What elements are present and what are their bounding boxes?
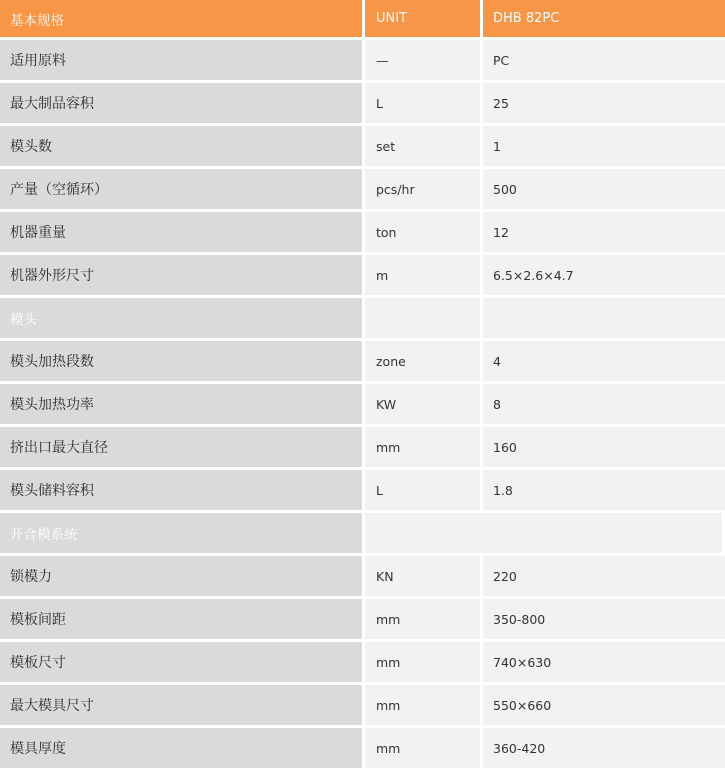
spec-unit: zone: [365, 341, 483, 384]
table-row: [0, 642, 725, 685]
section-title: 开合模系统: [0, 513, 365, 556]
table-row: [0, 255, 725, 298]
table-row: [0, 728, 725, 771]
table-row: [0, 384, 725, 427]
table-row: [0, 685, 725, 728]
table-row: [0, 599, 725, 642]
spec-value: PC: [483, 40, 725, 83]
table-row: [0, 126, 725, 169]
spec-unit: pcs/hr: [365, 169, 483, 212]
spec-name: 适用原料: [0, 40, 365, 83]
spec-unit: L: [365, 470, 483, 513]
spec-unit: mm: [365, 427, 483, 470]
spec-value: 6.5×2.6×4.7: [483, 255, 725, 298]
spec-value: 360-420: [483, 728, 725, 771]
section-row-clamping: [0, 513, 725, 556]
spec-name: 产量（空循环）: [0, 169, 365, 212]
spec-unit: KN: [365, 556, 483, 599]
spec-unit: [365, 513, 725, 556]
spec-unit: L: [365, 83, 483, 126]
spec-value: 160: [483, 427, 725, 470]
spec-name: 模头加热段数: [0, 341, 365, 384]
spec-name: 模头储料容积: [0, 470, 365, 513]
spec-value: 25: [483, 83, 725, 126]
spec-value: 1.8: [483, 470, 725, 513]
spec-value: [483, 298, 725, 341]
spec-name: 模头数: [0, 126, 365, 169]
table-row: [0, 556, 725, 599]
spec-unit: ton: [365, 212, 483, 255]
spec-name: 机器重量: [0, 212, 365, 255]
table-row: [0, 40, 725, 83]
spec-value: 4: [483, 341, 725, 384]
spec-name: 最大制品容积: [0, 83, 365, 126]
spec-unit: mm: [365, 599, 483, 642]
spec-name: 机器外形尺寸: [0, 255, 365, 298]
table-header: [0, 0, 725, 40]
spec-name: 模板尺寸: [0, 642, 365, 685]
spec-unit: —: [365, 40, 483, 83]
spec-value: 350-800: [483, 599, 725, 642]
spec-unit: mm: [365, 642, 483, 685]
table-row: [0, 83, 725, 126]
spec-name: 最大模具尺寸: [0, 685, 365, 728]
spec-value: 550×660: [483, 685, 725, 728]
header-unit: UNIT: [365, 0, 483, 40]
section-row-die-head: [0, 298, 725, 341]
table-row: [0, 470, 725, 513]
spec-value: 12: [483, 212, 725, 255]
spec-unit: mm: [365, 728, 483, 771]
spec-value: 1: [483, 126, 725, 169]
spec-name: 挤出口最大直径: [0, 427, 365, 470]
spec-name: 锁模力: [0, 556, 365, 599]
spec-name: 模头加热功率: [0, 384, 365, 427]
spec-value: 740×630: [483, 642, 725, 685]
table-row: [0, 341, 725, 384]
spec-unit: set: [365, 126, 483, 169]
spec-unit: m: [365, 255, 483, 298]
table-row: [0, 212, 725, 255]
spec-value: 500: [483, 169, 725, 212]
table-row: [0, 427, 725, 470]
section-title: 模头: [0, 298, 365, 341]
spec-value: 8: [483, 384, 725, 427]
spec-value: 220: [483, 556, 725, 599]
spec-name: 模具厚度: [0, 728, 365, 771]
spec-unit: [365, 298, 483, 341]
header-spec: 基本规格: [0, 0, 365, 40]
header-model: DHB 82PC: [483, 0, 725, 40]
spec-name: 模板间距: [0, 599, 365, 642]
spec-unit: mm: [365, 685, 483, 728]
table-row: [0, 169, 725, 212]
spec-unit: KW: [365, 384, 483, 427]
